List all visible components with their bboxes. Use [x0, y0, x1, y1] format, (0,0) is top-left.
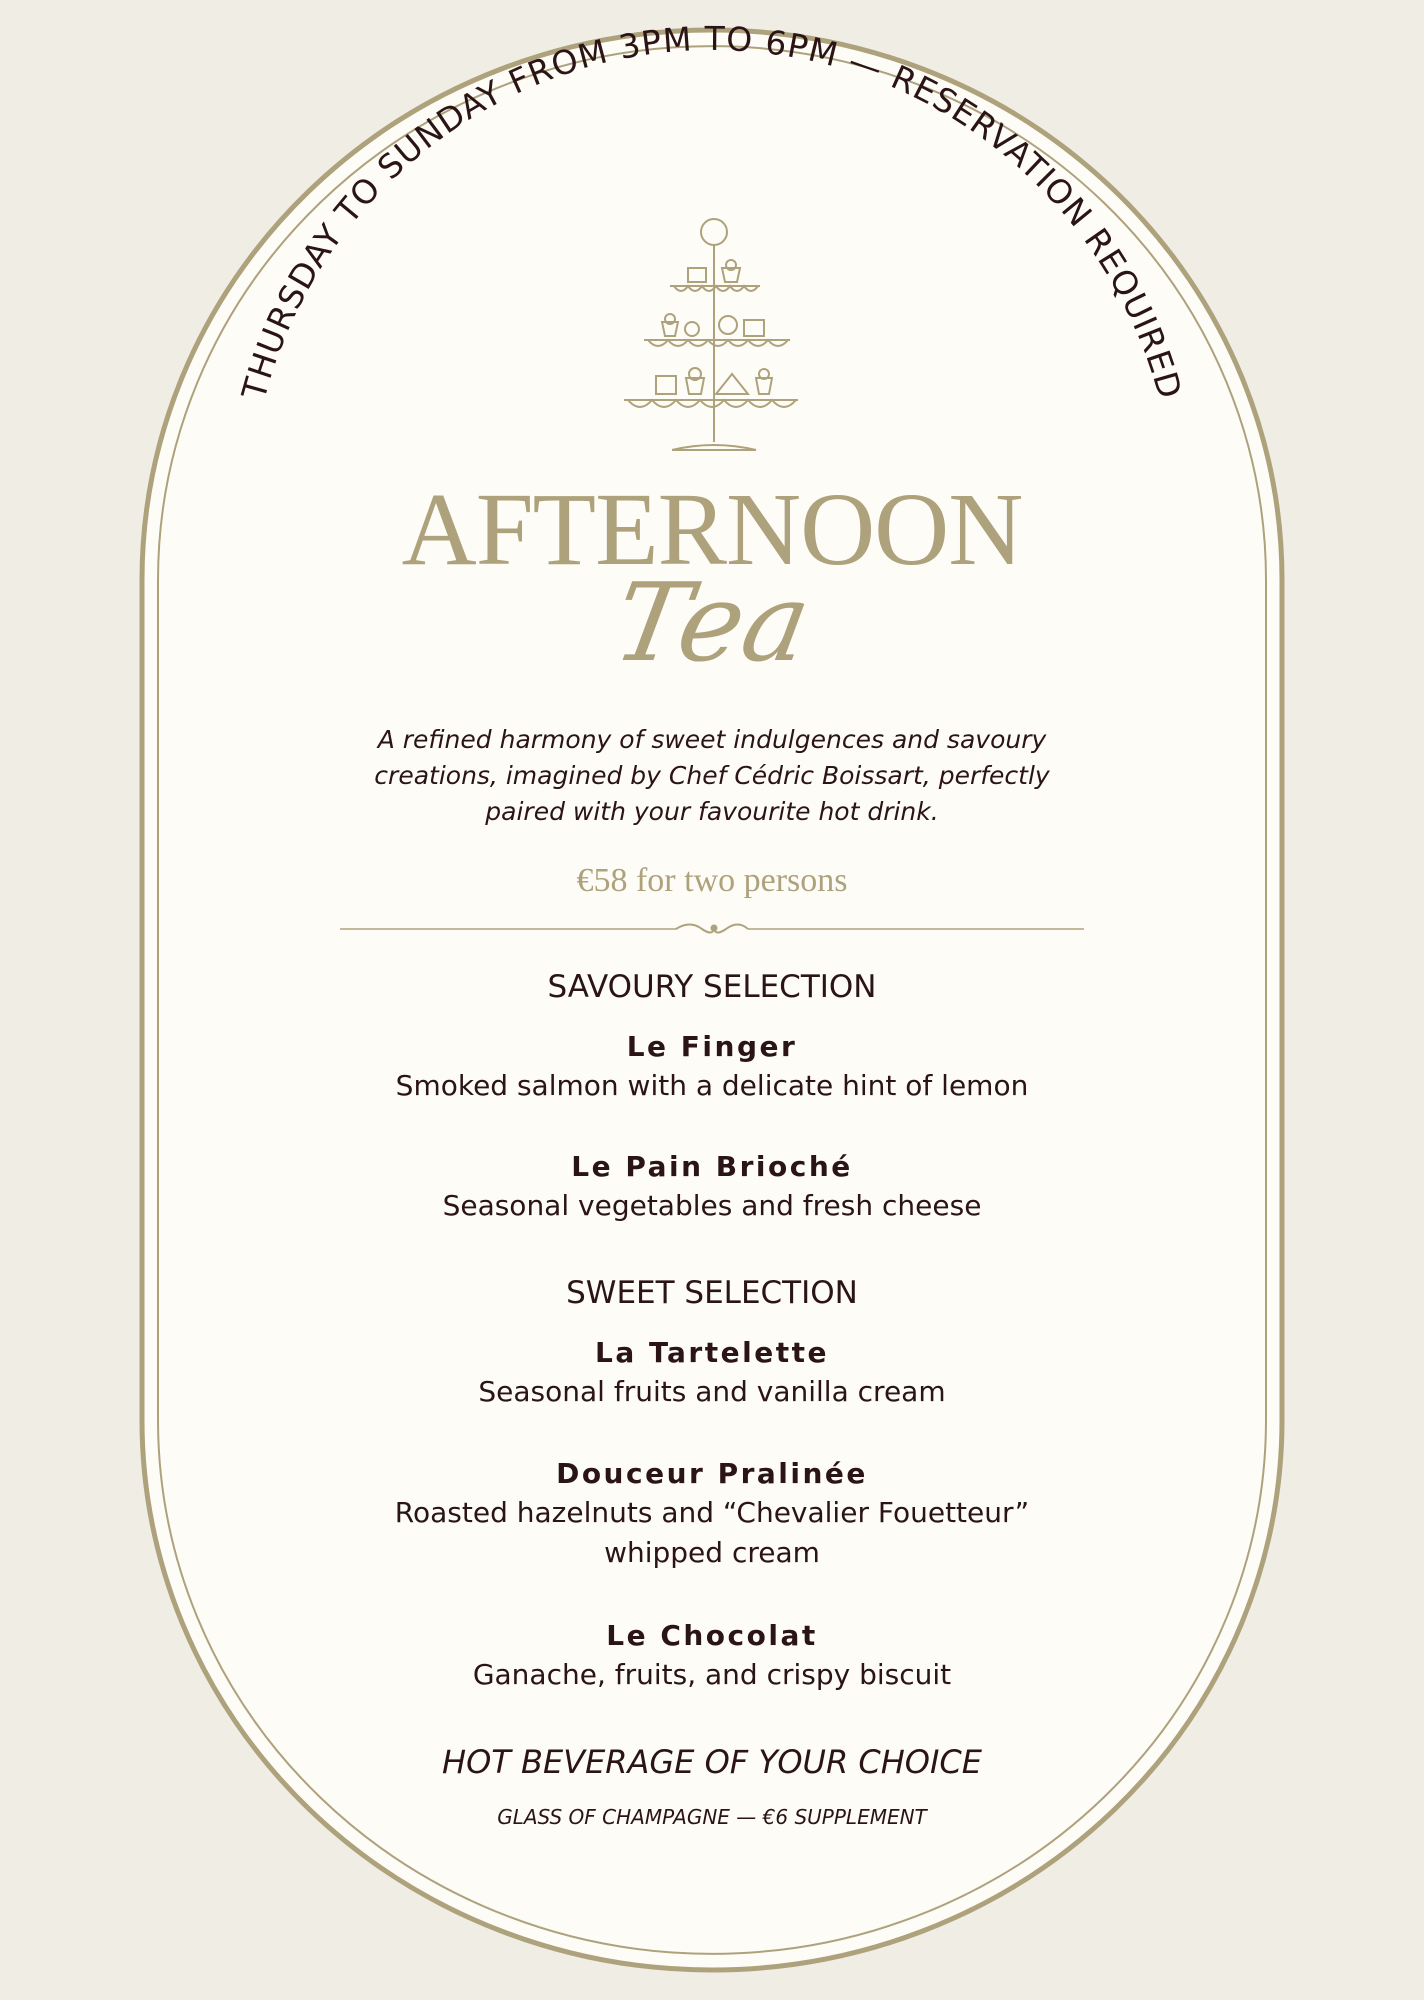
menu-item-desc: Smoked salmon with a delicate hint of lemon [395, 1069, 1029, 1102]
intro-line: paired with your favourite hot drink. [485, 797, 939, 826]
champagne-supplement-text: GLASS OF CHAMPAGNE — €6 SUPPLEMENT [497, 1805, 927, 1829]
intro-line: A refined harmony of sweet indulgences and savoury [377, 725, 1047, 754]
intro-line: creations, imagined by Chef Cédric Boissart, perfectly [374, 761, 1050, 790]
menu-item-desc: Ganache, fruits, and crispy biscuit [472, 1658, 952, 1691]
menu-item-desc: Seasonal vegetables and fresh cheese [442, 1189, 982, 1222]
reservation-arc-text: THURSDAY TO SUNDAY FROM 3PM TO 6PM — RESERVATION REQUIRED [234, 18, 1190, 404]
intro-paragraph [312, 722, 1112, 830]
menu-item-name: Le Chocolat [606, 1619, 818, 1652]
menu-item-name: Le Pain Brioché [571, 1150, 853, 1183]
menu-item-name: Douceur Pralinée [556, 1457, 868, 1490]
price-text: €58 for two persons [576, 862, 848, 899]
savoury-section-title: SAVOURY SELECTION [547, 969, 877, 1005]
menu-item-desc: Roasted hazelnuts and “Chevalier Fouetteur” [394, 1496, 1030, 1529]
sweet-section-title: SWEET SELECTION [566, 1275, 858, 1311]
menu-item-desc: Seasonal fruits and vanilla cream [478, 1375, 946, 1408]
title-tea-script: Tea [605, 561, 820, 686]
hot-beverage-text: HOT BEVERAGE OF YOUR CHOICE [442, 1743, 982, 1781]
menu-item-name: Le Finger [626, 1030, 798, 1063]
menu-item-name: La Tartelette [595, 1336, 829, 1369]
title-afternoon: AFTERNOON [401, 472, 1023, 587]
menu-item-desc: whipped cream [604, 1536, 820, 1569]
